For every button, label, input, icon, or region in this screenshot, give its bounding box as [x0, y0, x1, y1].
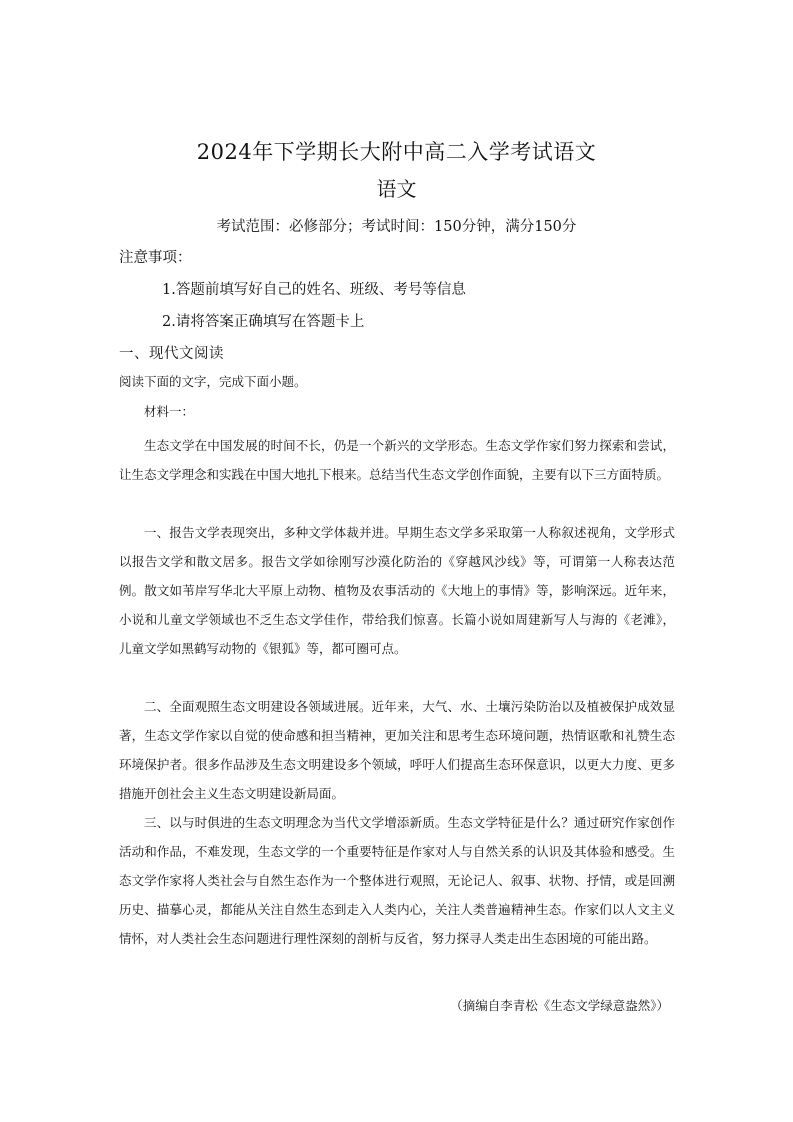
subject-heading: 语文 — [376, 177, 417, 201]
source-citation: （摘编自李青松《生态文学绿意盎然》） — [450, 998, 669, 1013]
section-heading: 一、现代文阅读 — [119, 346, 224, 362]
notice-item: 2.请将答案正确填写在答题卡上 — [162, 314, 365, 330]
reading-instruction: 阅读下面的文字，完成下面小题。 — [119, 374, 307, 389]
body-paragraph: 三、以与时俱进的生态文明理念为当代文学增添新质。生态文学特征是什么？通过研究作家创作活动和作品，不难发现，生态文学的一个重要特征是作家对人与自然关系的认识及其体验和感受。生态文学作家将人类社会与自然生态作为一个整体进行观照，无论记人、叙事、状物、抒情，或是回溯历史、描摹心灵，都能从关注自然生态到走入人类内心，关注人类普遍精神生态。作家们以人文主义情怀，对人类社会生态问题进行理性深刻的剖析与反省，努力探寻人类走出生态困境的可能出路。 — [119, 815, 675, 946]
body-paragraph: 一、报告文学表现突出，多种文学体裁并进。早期生态文学多采取第一人称叙述视角，文学形式以报告文学和散文居多。报告文学如徐刚写沙漠化防治的《穿越风沙线》等，可谓第一人称表达范例。散文如苇岸写华北大平原上动物、植物及农事活动的《大地上的事情》等，影响深远。近年来，小说和儿童文学领域也不乏生态文学佳作，带给我们惊喜。长篇小说如周建新写人与海的《老滩》，儿童文学如黑鹤写动物的《银狐》等，都可圈可点。 — [119, 525, 675, 656]
exam-title: 2024年下学期长大附中高二入学考试语文 — [196, 140, 597, 164]
body-paragraph: 二、全面观照生态文明建设各领域进展。近年来，大气、水、土壤污染防治以及植被保护成效显著，生态文学作家以自觉的使命感和担当精神，更加关注和思考生态环境问题，热情讴歌和礼赞生态环境保护者。很多作品涉及生态文明建设多个领域，呼吁人们提高生态环保意识，以更大力度、更多措施开创社会主义生态文明建设新局面。 — [119, 699, 675, 801]
notice-item: 1.答题前填写好自己的姓名、班级、考号等信息 — [162, 282, 466, 298]
material-label: 材料一： — [144, 404, 195, 419]
notice-heading: 注意事项： — [119, 250, 192, 266]
exam-info: 考试范围：必修部分；考试时间：150分钟，满分150分 — [216, 219, 577, 235]
body-paragraph: 生态文学在中国发展的时间不长，仍是一个新兴的文学形态。生态文学作家们努力探索和尝试，让生态文学理念和实践在中国大地扎下根来。总结当代生态文学创作面貌，主要有以下三方面特质。 — [119, 438, 675, 482]
